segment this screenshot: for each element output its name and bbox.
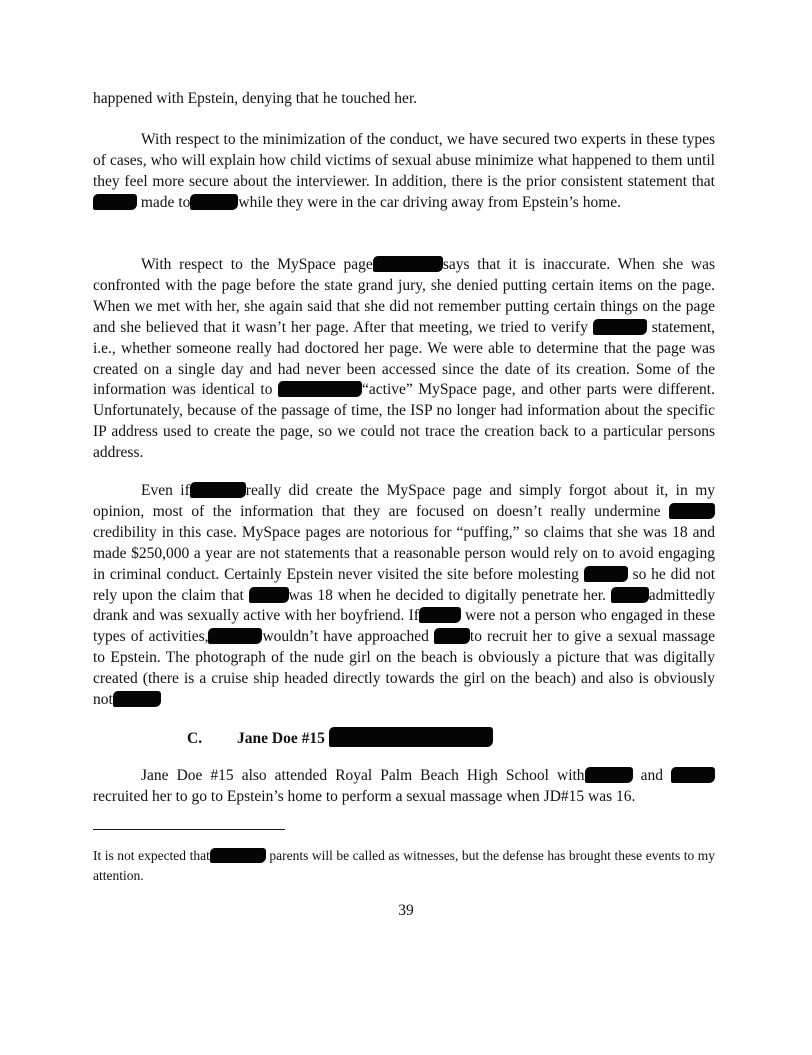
footnote-separator — [93, 829, 285, 830]
section-letter: C. — [187, 730, 203, 747]
text-run: wouldn’t have approached — [262, 628, 429, 646]
text-run: to recruit her to give a sexual massage to Epstein. The photograph of the nude girl on the beach is obviously a picture that was digitally created (there is a cruise ship headed directly towards the girl on the beach) and also is obviously not — [93, 628, 715, 709]
footnote-text: It is not expected that — [93, 848, 210, 863]
redaction-block — [278, 381, 362, 397]
text-run: Even if — [141, 482, 190, 499]
text-run: With respect to the MySpace page — [141, 256, 373, 273]
text-run: was 18 when he decided to digitally penetrate her. — [288, 586, 606, 604]
redaction-block — [584, 566, 628, 582]
redaction-block — [210, 848, 266, 863]
paragraph-1 — [93, 89, 715, 110]
text-run: were not a person who engaged in these types of activities, — [93, 607, 715, 646]
redaction-block — [190, 482, 246, 498]
paragraph-2 — [93, 130, 715, 214]
text-run: says that it is inaccurate. When she was confronted with the page before the state grand jury, she denied putting certain items on the page. When we met with her, she again said that she did not remember putting certain things on the page and she believed that it wasn’t her page. After that meeting, we tried to verify — [93, 256, 715, 336]
paragraph-5 — [93, 766, 715, 808]
text-run: while they were in the car driving away from Epstein’s home. — [238, 193, 622, 211]
redaction-block — [208, 628, 262, 644]
page-number: 39 — [398, 902, 414, 919]
redaction-block — [419, 607, 461, 623]
text-run: recruited her to go to Epstein’s home to perform a sexual massage when JD#15 was 16. — [93, 787, 636, 805]
text-run: and — [640, 767, 663, 784]
redaction-block — [611, 587, 649, 603]
redaction-block — [113, 691, 161, 707]
redaction-block — [593, 319, 647, 335]
section-heading — [187, 727, 493, 749]
redaction-block — [585, 767, 633, 783]
text-run: so he did not rely upon the claim that — [93, 565, 716, 604]
footnote-text: parents will be called as witnesses, but the defense has brought these events to my attention. — [93, 848, 715, 883]
redaction-block — [669, 503, 715, 519]
paragraph-1-text: happened with Epstein, denying that he touched her. — [93, 90, 418, 107]
redaction-block — [329, 727, 493, 747]
redaction-block — [249, 587, 289, 603]
redaction-block — [434, 628, 470, 644]
text-run: made to — [140, 193, 191, 211]
redaction-block — [671, 767, 715, 783]
text-run: Jane Doe #15 also attended Royal Palm Beach High School with — [141, 767, 585, 784]
redaction-block — [373, 256, 443, 272]
paragraph-3 — [93, 255, 715, 464]
text-run: really did create the MySpace page and simply forgot about it, in my opinion, most of the information that they are focused on doesn’t really undermine — [93, 482, 715, 520]
footnote — [93, 846, 715, 886]
redaction-block — [93, 194, 137, 210]
redaction-block — [190, 194, 238, 210]
text-run: credibility in this case. MySpace pages are notorious for “puffing,” so claims that she was 18 and made $250,000 a year are not statements that a reasonable person would rely on to avoid engaging in criminal conduct. Certainly Epstein never visited the site before molesting — [93, 523, 715, 583]
text-run: “active” MySpace page, and other parts were different. Unfortunately, because of the passage of time, the ISP no longer had information about the specific IP address used to create the page, so we could not trace the creation back to a particular persons address. — [93, 381, 715, 462]
text-run: With respect to the minimization of the conduct, we have secured two experts in these types of cases, who will explain how child victims of sexual abuse minimize what happened to them until they feel more secure about the interviewer. In addition, there is the prior consistent statement that — [93, 131, 715, 190]
section-title: Jane Doe #15 — [237, 730, 325, 747]
text-run: admittedly drank and was sexually active with her boyfriend. If — [93, 586, 715, 625]
paragraph-4 — [93, 481, 715, 711]
text-run: statement, i.e., whether someone really had doctored her page. We were able to determine that the page was created on a single day and had never been accessed since the date of its creation. Some of the information was identical to — [93, 318, 716, 399]
